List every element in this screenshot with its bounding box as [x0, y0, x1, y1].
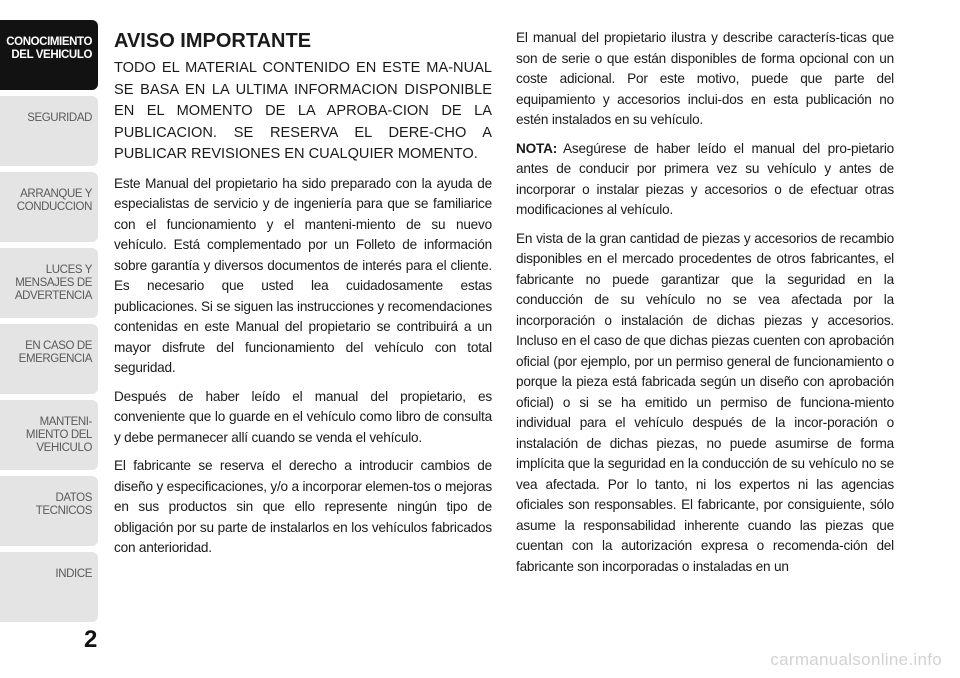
- important-notice: TODO EL MATERIAL CONTENIDO EN ESTE MA-NUAL SE BASA EN LA ULTIMA INFORMACION DISPONIBLE EN EL MOMENTO DE LA APROBA-CION DE LA PUBLICACION. SE RESERVA EL DERE-CHO A PUBLICAR REVISIONES EN CUALQUIER MOMENTO.: [114, 60, 492, 163]
- paragraph: En vista de la gran cantidad de piezas y accesorios de recambio disponibles en el mercado procedentes de otros fabricantes, el fabricante no puede garantizar que la seguridad en la conducción de su vehículo no se vea afectada por la incorporación o instalación de dichas piezas y accesorios. Incluso en el caso de que dichas piezas cuenten con aprobación oficial (por ejemplo, por un permiso general de funcionamiento o porque la pieza está fabricada según un diseño con aprobación oficial) o si se ha emitido un permiso de funciona-miento individual para el vehículo después de la incor-poración o instalación de dichas piezas, no puede asumirse de forma implícita que la seguridad en la conducción de su vehículo no se vea afectada. Por lo tanto, ni los expertos ni las agencias oficiales son responsables. El fabricante, por consiguiente, sólo asume la responsabilidad inherente cuando las piezas que cuentan con la autorización expresa o recomenda-ción del fabricante son incorporadas o instaladas en un: [516, 230, 894, 574]
- note-text: Asegúrese de haber leído el manual del pro-pietario antes de conducir por primera vez su vehículo y antes de incorporar o instalar piezas y accesorios o de efectuar otras modificaciones al vehículo.: [516, 140, 894, 217]
- watermark: carmanualsonline.info: [770, 650, 942, 669]
- tab-luces-y-mensajes[interactable]: LUCES Y MENSAJES DE ADVERTENCIA: [0, 248, 98, 318]
- paragraph: Este Manual del propietario ha sido preparado con la ayuda de especialistas de servicio y de ingeniería para que se familiarice con el funcionamiento y el manteni-miento de su nuevo vehículo. Está complementado por un Folleto de información sobre garantía y diversos documentos de interés para el cliente. Es necesario que usted lea cuidadosamente estas publicaciones. Si se siguen las instrucciones y recomendaciones contenidas en este Manual del propietario se contribuirá a un mayor disfrute del funcionamiento del vehículo con total seguridad.: [114, 175, 492, 376]
- paragraph: El manual del propietario ilustra y describe caracterís-ticas que son de serie o que están disponibles de forma opcional con un coste adicional. Por este motivo, puede que parte del equipamiento y accesorios inclui-dos en esta publicación no estén instalados en su vehículo.: [516, 30, 894, 127]
- right-column: [516, 28, 894, 585]
- section-heading: AVISO IMPORTANTE: [114, 30, 312, 52]
- left-column: [114, 28, 492, 567]
- paragraph: Después de haber leído el manual del propietario, es conveniente que lo guarde en el vehículo como libro de consulta y debe permanecer allí cuando se venda el vehículo.: [114, 388, 492, 445]
- note-label: NOTA:: [516, 140, 558, 156]
- page-number: 2: [84, 626, 98, 653]
- tab-seguridad[interactable]: SEGURIDAD: [0, 96, 98, 166]
- tab-arranque-y-conduccion[interactable]: ARRANQUE Y CONDUCCION: [0, 172, 98, 242]
- tab-datos-tecnicos[interactable]: DATOS TECNICOS: [0, 476, 98, 546]
- note-paragraph: [516, 139, 894, 221]
- paragraph: El fabricante se reserva el derecho a introducir cambios de diseño y especificaciones, y/o a incorporar elemen-tos o mejoras en sus productos sin que ello represente ningún tipo de obligación por su parte de instalarlos en los vehículos fabricados con anterioridad.: [114, 458, 492, 556]
- tab-conocimiento-del-vehiculo[interactable]: CONOCIMIENTO DEL VEHICULO: [0, 20, 98, 90]
- tab-mantenimiento-del-vehiculo[interactable]: MANTENI- MIENTO DEL VEHICULO: [0, 400, 98, 470]
- tab-en-caso-de-emergencia[interactable]: EN CASO DE EMERGENCIA: [0, 324, 98, 394]
- tab-indice[interactable]: INDICE: [0, 552, 98, 622]
